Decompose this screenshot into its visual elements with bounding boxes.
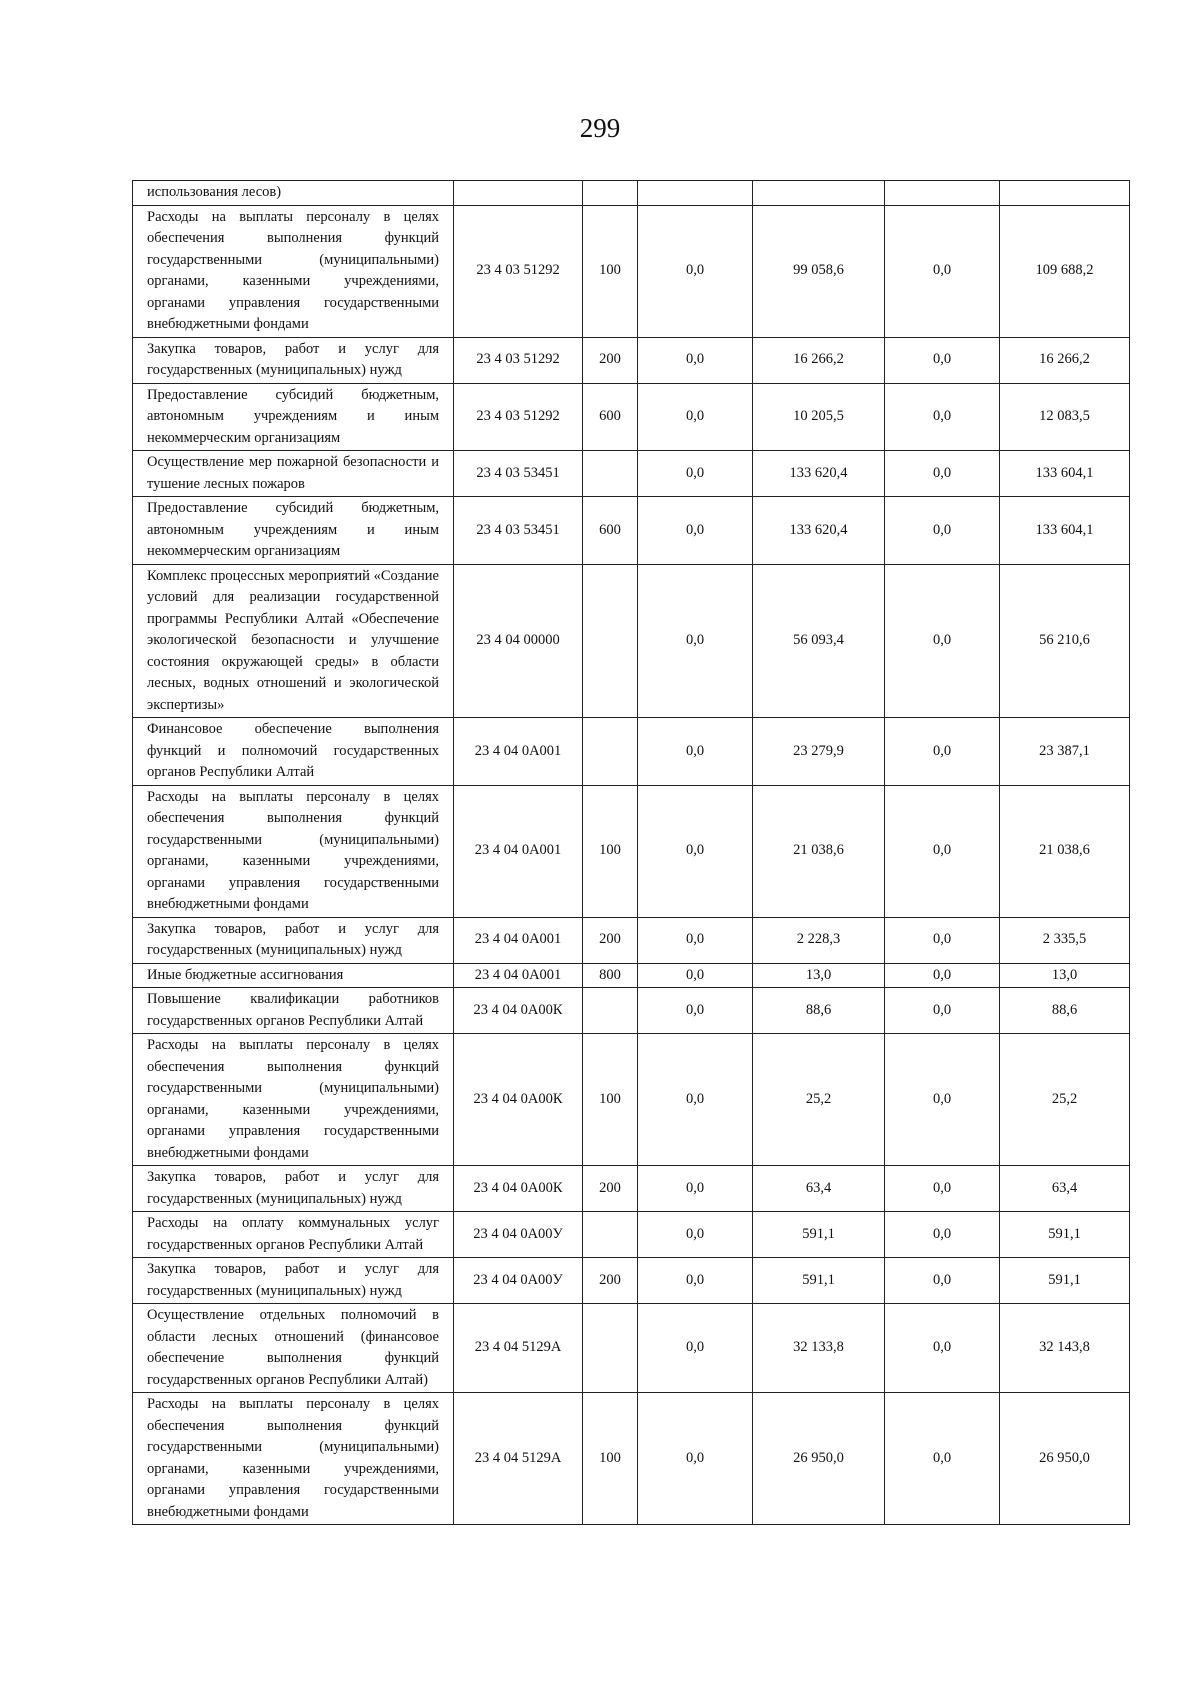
row-value-col1: 0,0 (638, 988, 753, 1034)
row-description: Осуществление отдельных полномочий в области лесных отношений (финансовое обеспечение выполнения функций государственных органов Республики Алтай) (133, 1304, 454, 1393)
row-value-col1: 0,0 (638, 963, 753, 988)
table-row (133, 451, 1130, 497)
row-expense-type (583, 718, 638, 786)
row-value-col2: 13,0 (753, 963, 885, 988)
row-expense-type (583, 451, 638, 497)
row-value-col3: 0,0 (885, 1258, 1000, 1304)
row-value-col1: 0,0 (638, 1393, 753, 1525)
row-value-col3: 0,0 (885, 1393, 1000, 1525)
row-value-col2: 21 038,6 (753, 785, 885, 917)
row-target-code: 23 4 04 0А001 (454, 963, 583, 988)
row-value-col4: 2 335,5 (1000, 917, 1130, 963)
row-value-col1: 0,0 (638, 451, 753, 497)
row-target-code: 23 4 04 0А00К (454, 1034, 583, 1166)
row-value-col1: 0,0 (638, 785, 753, 917)
row-description: Предоставление субсидий бюджетным, автономным учреждениям и иным некоммерческим организациям (133, 497, 454, 565)
row-value-col3: 0,0 (885, 1166, 1000, 1212)
table-row (133, 383, 1130, 451)
row-expense-type: 600 (583, 497, 638, 565)
row-value-col4: 16 266,2 (1000, 337, 1130, 383)
row-expense-type: 100 (583, 785, 638, 917)
row-value-col3: 0,0 (885, 1212, 1000, 1258)
row-target-code: 23 4 04 5129А (454, 1393, 583, 1525)
row-description: использования лесов) (133, 181, 454, 206)
row-value-col2: 63,4 (753, 1166, 885, 1212)
row-value-col3: 0,0 (885, 988, 1000, 1034)
row-value-col1: 0,0 (638, 917, 753, 963)
row-value-col3: 0,0 (885, 383, 1000, 451)
row-value-col4: 63,4 (1000, 1166, 1130, 1212)
row-expense-type: 200 (583, 1166, 638, 1212)
row-description: Осуществление мер пожарной безопасности и тушение лесных пожаров (133, 451, 454, 497)
row-target-code: 23 4 04 0А00У (454, 1258, 583, 1304)
row-value-col4: 32 143,8 (1000, 1304, 1130, 1393)
row-expense-type (583, 988, 638, 1034)
row-value-col2: 2 228,3 (753, 917, 885, 963)
row-target-code: 23 4 04 0А001 (454, 917, 583, 963)
row-value-col1: 0,0 (638, 564, 753, 718)
row-value-col3: 0,0 (885, 1034, 1000, 1166)
row-value-col3: 0,0 (885, 718, 1000, 786)
row-value-col1: 0,0 (638, 205, 753, 337)
row-value-col4: 56 210,6 (1000, 564, 1130, 718)
row-target-code: 23 4 04 0А00К (454, 988, 583, 1034)
table-row (133, 497, 1130, 565)
row-value-col2: 32 133,8 (753, 1304, 885, 1393)
row-value-col4 (1000, 181, 1130, 206)
row-value-col1: 0,0 (638, 383, 753, 451)
row-target-code: 23 4 03 53451 (454, 497, 583, 565)
row-value-col1: 0,0 (638, 1166, 753, 1212)
row-value-col4: 21 038,6 (1000, 785, 1130, 917)
row-description: Предоставление субсидий бюджетным, автономным учреждениям и иным некоммерческим организациям (133, 383, 454, 451)
row-target-code: 23 4 03 53451 (454, 451, 583, 497)
table-row (133, 1258, 1130, 1304)
row-value-col2: 26 950,0 (753, 1393, 885, 1525)
table-row (133, 785, 1130, 917)
row-value-col4: 133 604,1 (1000, 451, 1130, 497)
table-row (133, 181, 1130, 206)
row-expense-type: 200 (583, 337, 638, 383)
row-value-col1: 0,0 (638, 718, 753, 786)
row-description: Закупка товаров, работ и услуг для государственных (муниципальных) нужд (133, 1258, 454, 1304)
row-value-col2: 88,6 (753, 988, 885, 1034)
row-target-code: 23 4 03 51292 (454, 337, 583, 383)
table-row (133, 963, 1130, 988)
row-description: Расходы на выплаты персоналу в целях обеспечения выполнения функций государственными (муниципальными) органами, казенными учреждениями, органами управления государственными внебюджетными фондами (133, 785, 454, 917)
row-value-col3: 0,0 (885, 205, 1000, 337)
row-value-col2: 133 620,4 (753, 497, 885, 565)
row-description: Комплекс процессных мероприятий «Создание условий для реализации государственной программы Республики Алтай «Обеспечение экологической безопасности и улучшение состояния окружающей среды» в области лесных, водных отношений и экологической экспертизы» (133, 564, 454, 718)
row-value-col1: 0,0 (638, 1258, 753, 1304)
row-value-col2: 23 279,9 (753, 718, 885, 786)
row-target-code: 23 4 03 51292 (454, 205, 583, 337)
row-expense-type: 600 (583, 383, 638, 451)
table-row (133, 718, 1130, 786)
table-row (133, 1393, 1130, 1525)
row-value-col2: 25,2 (753, 1034, 885, 1166)
row-value-col4: 591,1 (1000, 1258, 1130, 1304)
table-row (133, 1166, 1130, 1212)
row-value-col1 (638, 181, 753, 206)
row-value-col2: 591,1 (753, 1212, 885, 1258)
row-expense-type: 200 (583, 1258, 638, 1304)
row-value-col1: 0,0 (638, 337, 753, 383)
row-target-code: 23 4 04 0А00К (454, 1166, 583, 1212)
row-value-col2: 16 266,2 (753, 337, 885, 383)
row-target-code: 23 4 04 0А00У (454, 1212, 583, 1258)
row-target-code: 23 4 04 00000 (454, 564, 583, 718)
row-expense-type: 200 (583, 917, 638, 963)
row-expense-type (583, 181, 638, 206)
row-value-col3: 0,0 (885, 917, 1000, 963)
row-target-code: 23 4 03 51292 (454, 383, 583, 451)
row-description: Закупка товаров, работ и услуг для государственных (муниципальных) нужд (133, 337, 454, 383)
row-value-col4: 25,2 (1000, 1034, 1130, 1166)
table-row (133, 564, 1130, 718)
row-value-col2: 10 205,5 (753, 383, 885, 451)
row-value-col4: 591,1 (1000, 1212, 1130, 1258)
row-expense-type: 100 (583, 1393, 638, 1525)
row-expense-type (583, 564, 638, 718)
row-value-col4: 13,0 (1000, 963, 1130, 988)
row-description: Расходы на выплаты персоналу в целях обеспечения выполнения функций государственными (муниципальными) органами, казенными учреждениями, органами управления государственными внебюджетными фондами (133, 1034, 454, 1166)
row-value-col3: 0,0 (885, 497, 1000, 565)
row-expense-type: 100 (583, 1034, 638, 1166)
row-expense-type: 100 (583, 205, 638, 337)
row-value-col4: 133 604,1 (1000, 497, 1130, 565)
table-row (133, 337, 1130, 383)
row-target-code: 23 4 04 5129А (454, 1304, 583, 1393)
row-value-col2: 56 093,4 (753, 564, 885, 718)
row-value-col4: 26 950,0 (1000, 1393, 1130, 1525)
row-expense-type (583, 1304, 638, 1393)
table-row (133, 917, 1130, 963)
row-value-col3: 0,0 (885, 337, 1000, 383)
row-description: Закупка товаров, работ и услуг для государственных (муниципальных) нужд (133, 1166, 454, 1212)
budget-table (132, 180, 1130, 1525)
row-value-col2 (753, 181, 885, 206)
row-value-col3: 0,0 (885, 564, 1000, 718)
row-value-col3: 0,0 (885, 451, 1000, 497)
budget-table-body (133, 181, 1130, 1525)
row-description: Финансовое обеспечение выполнения функций и полномочий государственных органов Республики Алтай (133, 718, 454, 786)
row-description: Иные бюджетные ассигнования (133, 963, 454, 988)
row-value-col4: 23 387,1 (1000, 718, 1130, 786)
row-expense-type (583, 1212, 638, 1258)
row-value-col1: 0,0 (638, 497, 753, 565)
row-description: Расходы на выплаты персоналу в целях обеспечения выполнения функций государственными (муниципальными) органами, казенными учреждениями, органами управления государственными внебюджетными фондами (133, 205, 454, 337)
table-row (133, 1034, 1130, 1166)
row-value-col4: 109 688,2 (1000, 205, 1130, 337)
row-value-col4: 88,6 (1000, 988, 1130, 1034)
row-description: Закупка товаров, работ и услуг для государственных (муниципальных) нужд (133, 917, 454, 963)
row-target-code (454, 181, 583, 206)
row-target-code: 23 4 04 0А001 (454, 718, 583, 786)
row-description: Расходы на оплату коммунальных услуг государственных органов Республики Алтай (133, 1212, 454, 1258)
row-value-col2: 99 058,6 (753, 205, 885, 337)
row-description: Расходы на выплаты персоналу в целях обеспечения выполнения функций государственными (муниципальными) органами, казенными учреждениями, органами управления государственными внебюджетными фондами (133, 1393, 454, 1525)
row-value-col3: 0,0 (885, 963, 1000, 988)
table-row (133, 205, 1130, 337)
row-value-col1: 0,0 (638, 1212, 753, 1258)
row-value-col2: 133 620,4 (753, 451, 885, 497)
row-value-col4: 12 083,5 (1000, 383, 1130, 451)
row-value-col3: 0,0 (885, 1304, 1000, 1393)
page-number: 299 (579, 113, 621, 143)
row-value-col3: 0,0 (885, 785, 1000, 917)
row-description: Повышение квалификации работников государственных органов Республики Алтай (133, 988, 454, 1034)
row-target-code: 23 4 04 0А001 (454, 785, 583, 917)
table-row (133, 1212, 1130, 1258)
row-value-col3 (885, 181, 1000, 206)
row-value-col2: 591,1 (753, 1258, 885, 1304)
table-row (133, 988, 1130, 1034)
row-expense-type: 800 (583, 963, 638, 988)
table-row (133, 1304, 1130, 1393)
row-value-col1: 0,0 (638, 1304, 753, 1393)
row-value-col1: 0,0 (638, 1034, 753, 1166)
